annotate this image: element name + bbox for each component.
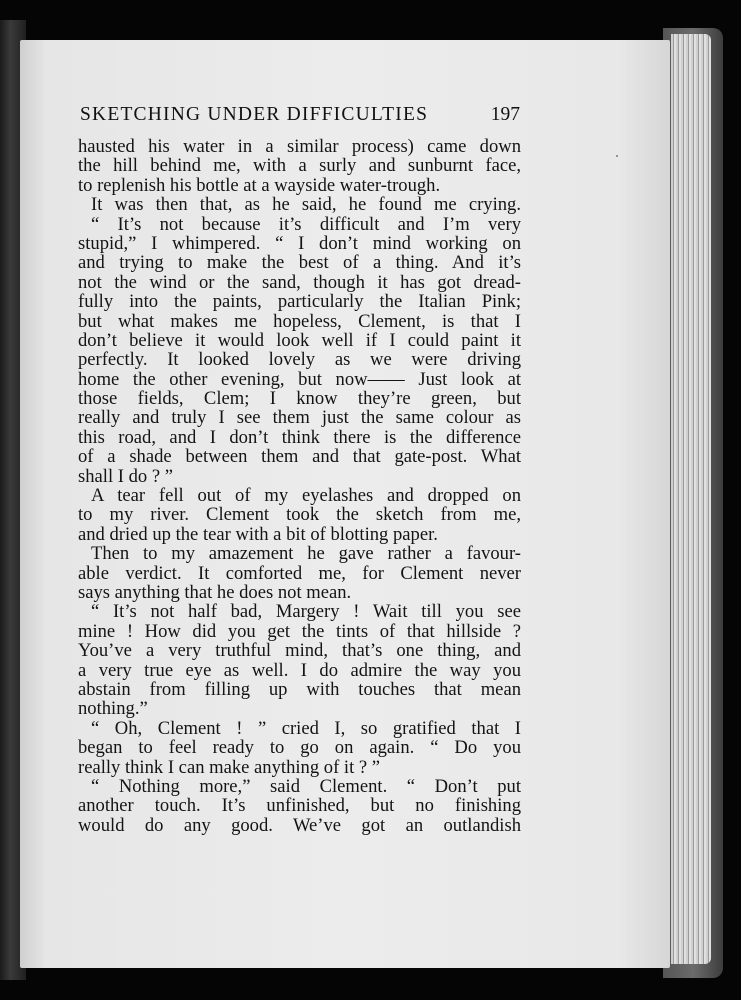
body-text bbox=[78, 137, 521, 835]
text-line: nothing.” bbox=[78, 698, 148, 720]
text-line: began to feel ready to go on again. “ Do you bbox=[78, 737, 521, 759]
text-line: the hill behind me, with a surly and sunburnt face, bbox=[78, 155, 521, 177]
text-line: “ Nothing more,” said Clement. “ Don’t put bbox=[91, 775, 521, 797]
text-line: able verdict. It comforted me, for Clement never bbox=[78, 562, 521, 584]
text-line: hausted his water in a similar process) came down bbox=[78, 136, 521, 157]
text-line: would do any good. We’ve got an outlandish bbox=[78, 814, 521, 836]
text-line: stupid,” I whimpered. “ I don’t mind working on bbox=[78, 232, 521, 254]
text-line: of a shade between them and that gate-post. What bbox=[78, 446, 521, 468]
text-line: but what makes me hopeless, Clement, is that I bbox=[78, 310, 521, 332]
text-line: really and truly I see them just the same colour as bbox=[78, 407, 521, 429]
text-line: says anything that he does not mean. bbox=[78, 581, 352, 603]
text-line: “ It’s not because it’s difficult and I’m very bbox=[91, 213, 521, 235]
text-line: abstain from filling up with touches that mean bbox=[78, 678, 521, 700]
text-line: those fields, Clem; I know they’re green, but bbox=[78, 388, 521, 410]
text-line: to replenish his bottle at a wayside water-trough. bbox=[78, 174, 441, 196]
text-line: really think I can make anything of it ? ” bbox=[78, 756, 381, 778]
text-line: and trying to make the best of a thing. And it’s bbox=[78, 252, 521, 274]
running-title: SKETCHING UNDER DIFFICULTIES bbox=[80, 104, 429, 125]
text-line: It was then that, as he said, he found me crying. bbox=[91, 194, 521, 216]
text-line: “ It’s not half bad, Margery ! Wait till you see bbox=[91, 601, 521, 623]
page-stack-edge bbox=[671, 34, 711, 964]
text-line: You’ve a very truthful mind, that’s one thing, and bbox=[78, 640, 521, 662]
text-line: and dried up the tear with a bit of blotting paper. bbox=[78, 523, 438, 545]
text-line: to my river. Clement took the sketch from me, bbox=[78, 504, 521, 526]
page-number: 197 bbox=[490, 104, 520, 125]
text-line: not the wind or the sand, though it has got dread- bbox=[78, 271, 521, 293]
text-line: “ Oh, Clement ! ” cried I, so gratified that I bbox=[91, 717, 521, 739]
text-line: fully into the paints, particularly the Italian Pink; bbox=[78, 291, 521, 313]
text-line: another touch. It’s unfinished, but no finishing bbox=[78, 795, 521, 817]
text-line: home the other evening, but now—— Just look at bbox=[78, 368, 521, 390]
text-line: don’t believe it would look well if I could paint it bbox=[78, 329, 521, 351]
text-line: mine ! How did you get the tints of that hillside ? bbox=[78, 620, 521, 642]
text-line: Then to my amazement he gave rather a favour- bbox=[91, 543, 521, 565]
text-line: perfectly. It looked lovely as we were driving bbox=[78, 349, 521, 371]
paper-speck bbox=[616, 155, 618, 157]
text-line: a very true eye as well. I do admire the way you bbox=[78, 659, 521, 681]
text-line: A tear fell out of my eyelashes and dropped on bbox=[91, 485, 521, 507]
text-line: shall I do ? ” bbox=[78, 465, 174, 487]
text-line: this road, and I don’t think there is the difference bbox=[78, 426, 521, 448]
